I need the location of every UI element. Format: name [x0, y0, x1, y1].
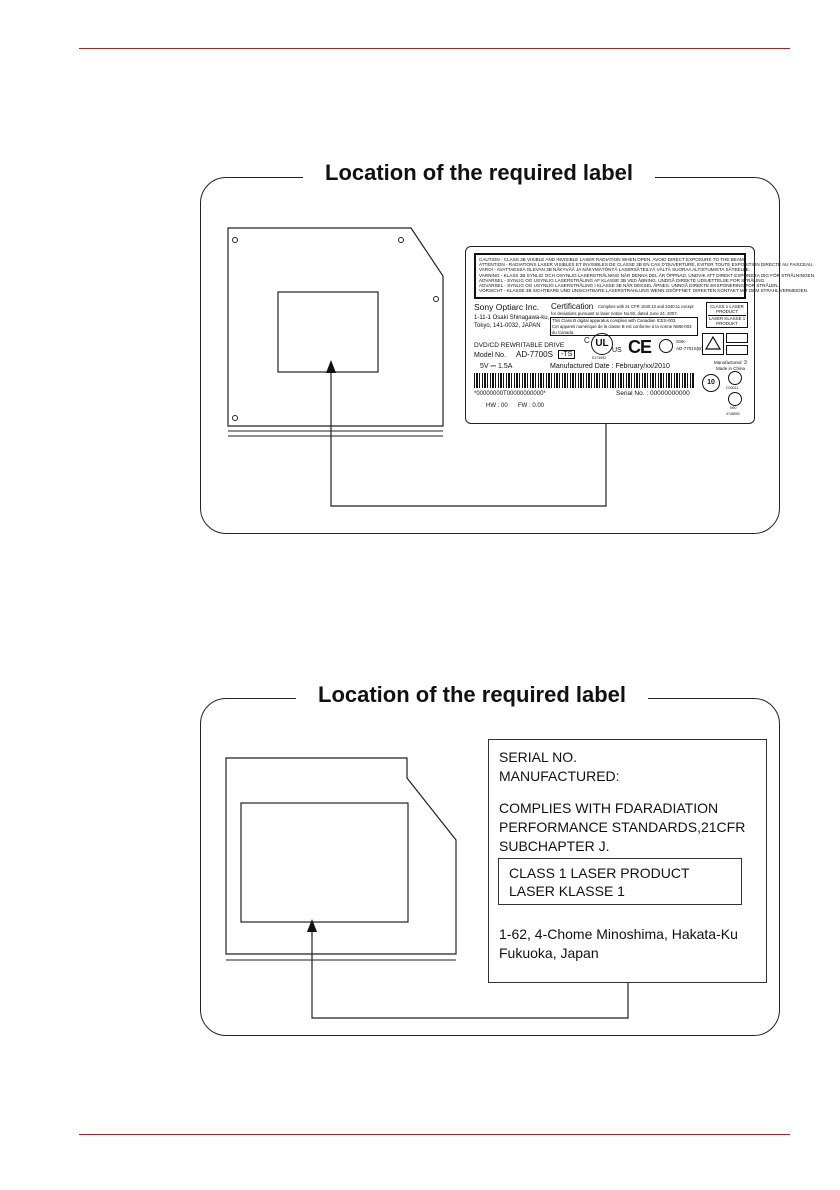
compliance-line: SUBCHAPTER J. — [499, 838, 610, 854]
model-label: Model No. — [474, 352, 506, 359]
address-line: 1-62, 4-Chome Minoshima, Hakata-Ku — [499, 926, 738, 942]
kr-model-line: AD-7701S(B) — [676, 346, 703, 351]
certification-small: Complies with 21 CFR 1040.10 and 1040.11 except — [598, 304, 694, 309]
ul-mark-icon: UL — [591, 333, 613, 355]
certification-line: Cet appareil numérique de la classe B est conforme à la norme NMB-003 — [552, 324, 692, 329]
manufactured-label: MANUFACTURED: — [499, 768, 620, 784]
company-address-2: Tokyo, 141-0032, JAPAN — [474, 323, 541, 329]
laser-class-line: CLASS 1 LASER PRODUCT — [509, 865, 690, 881]
power-rating: 5V ⎓ 1.5A — [480, 363, 513, 370]
manufactured-date: Manufactured Date : February/xx/2010 — [550, 363, 670, 370]
n-code: N90 — [730, 406, 737, 410]
manufactured-in-number: 3 — [744, 360, 747, 366]
model-number: AD-7700S — [516, 350, 553, 359]
figure-2-label — [488, 739, 767, 983]
warning-line: VARNING - KLASS 3B SYNLIG OCH OSYNLIG LASERSTRÅLNING NÄR DENNA DEL ÄR ÖPPNAD, UNDVIK ATT DIREKT EXPONERA DIG FÖR STRÅLNINGEN. — [479, 272, 816, 278]
class-1-laser-badge: CLASS 1 LASER PRODUCT LASER KLASSE 1 PRODUKT — [706, 302, 748, 328]
figure-2-title: Location of the required label — [296, 682, 648, 708]
cert-code: C00021 — [726, 386, 739, 390]
laser-class-line: LASER KLASSE 1 — [509, 883, 625, 899]
company-name: Sony Optiarc Inc. — [474, 302, 540, 312]
made-in-china: Made in China — [716, 366, 746, 371]
warning-line: ADVARSEL - SYNLIG OG USYNLIG LASERSTRÅLING I KLASSE 3B NÅR DEKSEL ÅPNES. UNNGÅ DIREKTE EKSPONERING FOR STRÅLEN. — [479, 283, 779, 289]
laser-class-box — [498, 858, 742, 905]
figure-1-title: Location of the required label — [303, 160, 655, 186]
ul-c-mark: C — [584, 336, 590, 345]
ce-mark-icon: CE — [628, 337, 652, 357]
company-address-1: 1-11-1 Osaki Shinagawa-ku, — [474, 315, 550, 321]
certification-line: for deviations pursuant to laser notice No.50, dated June 24, 2007. — [551, 311, 678, 316]
ul-number: E173992 — [592, 356, 607, 360]
model-suffix: -TS — [558, 350, 575, 359]
manufactured-in-label: Manufactured — [714, 360, 742, 365]
certification-line: du Canada. — [552, 330, 575, 335]
hardware-version: HW : 00 — [486, 403, 508, 409]
drive-outline — [226, 758, 456, 954]
part-number: 4748900 — [726, 412, 740, 416]
warning-line: VORSICHT - KLASSE 3B SICHTBARE UND UNSICHTBARE LASERSTRAHLUNG WENN GEÖFFNET. DIREKTEN KONTAKT MIT DEM STRAHL VERMEIDEN. — [479, 288, 809, 294]
warning-line: VARO! - AVATTAESSA OLEVAN 3B NÄKYVÄÄ JA NÄKYMÄTÖNTÄ LASERSÄTEILYÄ VÄLTÄ SUORAA ALTISTUMISTA SÄTEELLE. — [479, 267, 751, 273]
warning-line: ATTENTION - RADIATIONS LASER VISIBLES ET INVISIBLES DE CLASSE 3B EN CAS D'OUVERTURE, EVITER TOUTE EXPOSITION DIRECTE AU FAISCEAU. — [479, 262, 814, 268]
kr-model-line: SSK- — [676, 339, 687, 344]
compliance-line: COMPLIES WITH FDARADIATION — [499, 800, 719, 816]
serial-number-label: SERIAL NO. — [499, 749, 578, 765]
certification-line: This Class B digital apparatus complies with Canadian ICES-003. — [552, 318, 677, 323]
firmware-version: FW : 0.00 — [518, 403, 545, 409]
address-line: Fukuoka, Japan — [499, 945, 599, 961]
ul-us-mark: US — [612, 347, 622, 354]
product-type: DVD/CD REWRITABLE DRIVE — [474, 342, 565, 349]
barcode-text: *00000000T00000000000* — [474, 391, 546, 397]
environment-10-icon: 10 — [702, 374, 720, 392]
warning-line: ADVARSEL - SYNLIG OG USYNLIG LASERSTRÅLING AF KLASSE 3B VED ÅBNING. UNDGÅ DIREKTE UDSÆTTELSE FOR STRÅLING. — [479, 277, 766, 283]
compliance-line: PERFORMANCE STANDARDS,21CFR — [499, 819, 746, 835]
label-area — [241, 803, 408, 922]
serial-number: Serial No. : 00000000000 — [616, 390, 690, 397]
warning-line: CAUTION - CLASS 3B VISIBLE AND INVISIBLE LASER RADIATION WHEN OPEN. AVOID DIRECT EXPOSURE TO THE BEAM. — [479, 257, 745, 262]
certification-title: Certification — [551, 302, 594, 311]
arrow-head — [307, 919, 317, 932]
